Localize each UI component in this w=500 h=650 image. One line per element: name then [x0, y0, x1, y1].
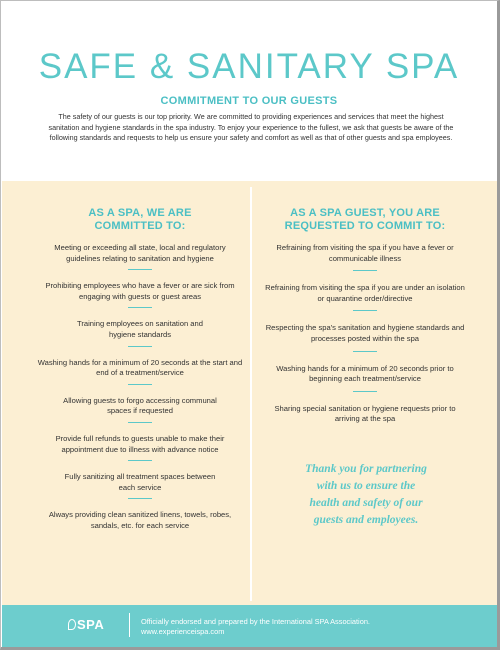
page-subtitle: COMMITMENT TO OUR GUESTS [160, 95, 338, 107]
footer-bar [2, 605, 498, 647]
spa-commitments-heading [37, 207, 243, 233]
guest-commitments-column [264, 207, 466, 425]
item-separator [128, 460, 152, 461]
spa-heading-line-1: AS A SPA, WE ARE [88, 207, 192, 219]
item-separator [128, 384, 152, 385]
spa-commitment-item: Provide full refunds to guests unable to make their appointment due to illness with advance notice [55, 433, 225, 454]
item-separator [128, 307, 152, 308]
endorsement-text: Officially endorsed and prepared by the International SPA Association. [141, 617, 370, 626]
spa-heading-line-2: COMMITTED TO: [94, 220, 186, 232]
guest-request-item: Refraining from visiting the spa if you are under an isolation or quarantine order/directive [265, 283, 465, 303]
item-separator [353, 391, 377, 392]
item-separator [128, 422, 152, 423]
guest-request-item: Sharing special sanitation or hygiene requests prior to arriving at the spa [274, 403, 456, 424]
guest-request-item: Washing hands for a minimum of 20 seconds prior to beginning each treatment/service [276, 363, 454, 384]
item-separator [128, 498, 152, 499]
footer-divider [129, 613, 130, 637]
ispa-logo [68, 617, 104, 632]
item-separator [128, 346, 152, 347]
page-title: SAFE & SANITARY SPA [38, 47, 460, 86]
item-separator [353, 270, 377, 271]
spa-commitment-item: Allowing guests to forgo accessing communal spaces if requested [63, 395, 217, 416]
spa-commitment-item: Always providing clean sanitized linens, towels, robes, sandals, etc. for each service [48, 510, 232, 530]
spa-commitment-item: Washing hands for a minimum of 20 seconds at the start and end of a treatment/service [37, 357, 243, 378]
spa-commitment-item: Prohibiting employees who have a fever or are sick from engaging with guests or guest areas [45, 281, 235, 301]
intro-paragraph: The safety of our guests is our top priority. We are committed to providing experiences and services that meet the highest sanitation and hygiene standards in the spa industry. To enjoy your experience to the fullest, we ask that guests be aware of the following standards and requests to help us ensure your safety and comfort as well as that of other guests and spa employees. [48, 112, 454, 142]
column-divider [250, 187, 252, 601]
thank-you-message: Thank you for partnering with us to ensure the health and safety of our guests and employees. [305, 463, 427, 526]
spa-commitments-column [37, 207, 243, 532]
guest-commitments-heading [264, 207, 466, 233]
spa-commitment-item: Training employees on sanitation and hygiene standards [77, 319, 203, 339]
guest-request-item: Refraining from visiting the spa if you have a fever or communicable illness [276, 243, 454, 263]
footer-text [141, 617, 370, 637]
guest-request-item: Respecting the spa's sanitation and hygiene standards and processes posted within the spa [265, 323, 465, 343]
guest-heading-line-1: AS A SPA GUEST, YOU ARE [290, 207, 440, 219]
swirl-icon [68, 619, 76, 630]
spa-commitment-item: Fully sanitizing all treatment spaces between each service [64, 472, 216, 492]
website-link[interactable]: www.experienceispa.com [141, 627, 225, 636]
item-separator [353, 310, 377, 311]
spa-commitment-item: Meeting or exceeding all state, local and regulatory guidelines relating to sanitation and hygiene [54, 243, 226, 263]
item-separator [353, 351, 377, 352]
guest-heading-line-2: REQUESTED TO COMMIT TO: [284, 220, 446, 232]
item-separator [128, 269, 152, 270]
logo-text: SPA [77, 617, 105, 632]
